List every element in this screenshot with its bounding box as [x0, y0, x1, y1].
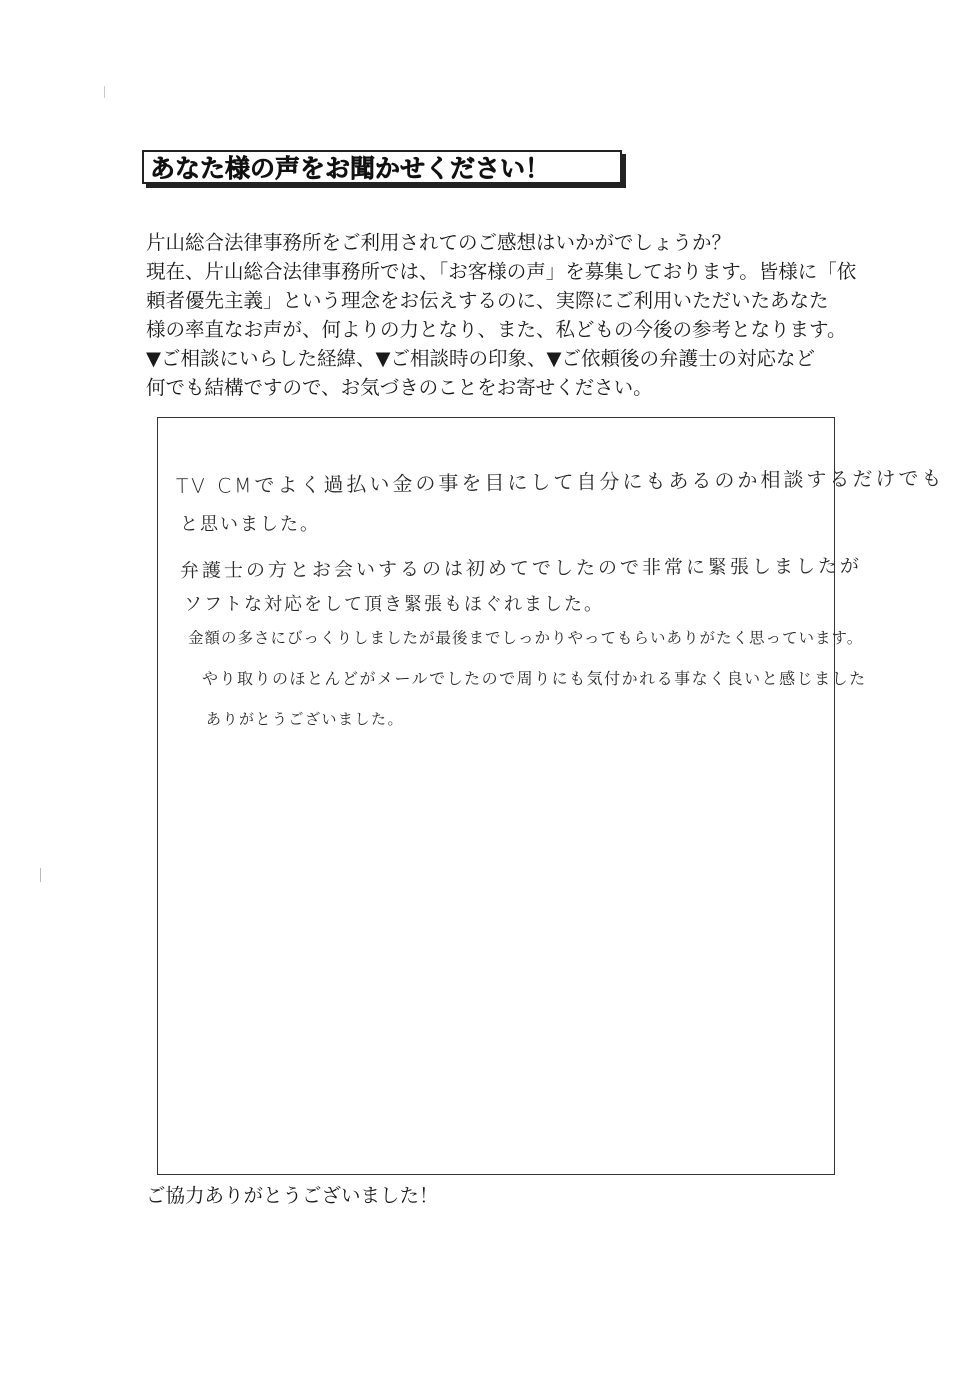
intro-line: ▼ご相談にいらした経緯、▼ご相談時の印象、▼ご依頼後の弁護士の対応など — [146, 347, 815, 370]
handwritten-line: やり取りのほとんどがメールでしたので周りにも気付かれる事なく良いと感じました — [202, 669, 867, 688]
intro-line: 頼者優先主義」という理念をお伝えするのに、実際にご利用いただいたあなた — [146, 289, 829, 312]
intro-text — [146, 228, 856, 402]
scan-artifact — [104, 86, 105, 98]
handwritten-line: と思いました。 — [180, 514, 320, 535]
intro-line: 片山総合法律事務所をご利用されてのご感想はいかがでしょうか？ — [146, 231, 732, 254]
intro-line: 様の率直なお声が、何よりの力となり、また、私どもの今後の参考となります。 — [146, 318, 847, 341]
handwritten-line: 弁護士の方とお会いするのは初めてでしたので非常に緊張しましたが — [179, 555, 863, 582]
title-box — [142, 150, 622, 184]
handwritten-line: 金額の多さにびっくりしましたが最後までしっかりやってもらいありがたく思っています。 — [188, 629, 864, 647]
page-title: あなた様の声をお聞かせください！ — [150, 154, 551, 183]
handwritten-line: ありがとうございました。 — [206, 710, 405, 728]
intro-line: 何でも結構ですので、お気づきのことをお寄せください。 — [146, 376, 653, 399]
answer-box — [157, 417, 945, 1175]
handwritten-line: ソフトな対応をして頂き緊張もほぐれました。 — [184, 594, 604, 615]
handwritten-line: TV CMでよく過払い金の事を目にして自分にもあるのか相談するだけでも — [175, 465, 945, 498]
closing-text: ご協力ありがとうございました！ — [146, 1184, 439, 1207]
scan-artifact — [40, 868, 41, 882]
intro-line: 現在、片山総合法律事務所では、「お客様の声」を募集しております。皆様に「依 — [146, 260, 857, 283]
